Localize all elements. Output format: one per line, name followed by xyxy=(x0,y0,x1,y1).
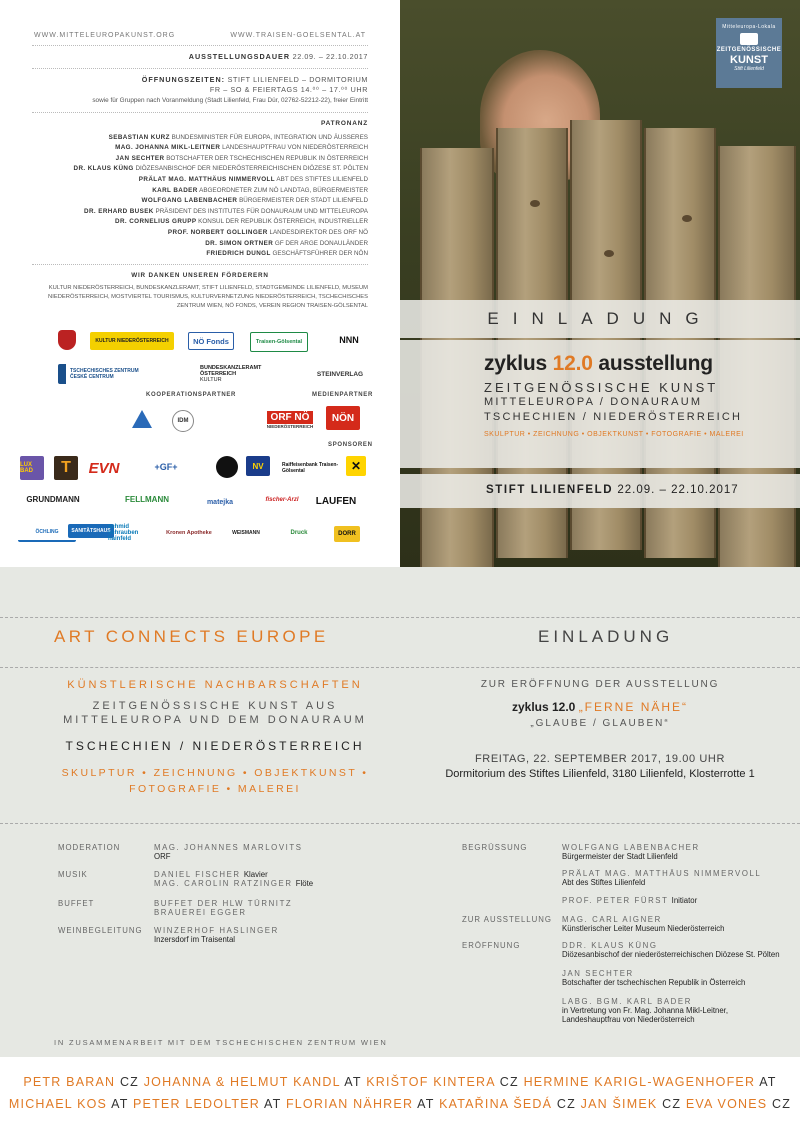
country-code: CZ xyxy=(499,1075,519,1089)
link-mitteleuropakunst[interactable]: WWW.MITTELEUROPAKUNST.ORG xyxy=(34,32,176,39)
logo-nv: NV xyxy=(246,456,270,476)
einladung-heading: EINLADUNG xyxy=(538,627,674,646)
country-code: CZ xyxy=(556,1097,576,1111)
logo-raiffeisen-x: ✕ xyxy=(346,456,366,476)
divider xyxy=(0,667,800,668)
artist-name: PETER LEDOLTER xyxy=(133,1097,261,1111)
logo-matejka: matejka xyxy=(206,498,234,506)
logo-dorr: DORR xyxy=(334,526,360,542)
country-code: CZ xyxy=(662,1097,682,1111)
patron-entry: FRIEDRICH DUNGL GESCHÄFTSFÜHRER DER NÖN xyxy=(206,250,368,258)
label-sponsoren: SPONSOREN xyxy=(328,442,373,448)
patron-entry: DR. KLAUS KÜNG DIÖZESANBISCHOF DER NIEDERÖSTERREICHISCHEN DIÖZESE ST. PÖLTEN xyxy=(73,165,368,173)
logo-sanitaetshaus: SANITÄTSHAUS xyxy=(68,524,114,538)
logo-gf: +GF+ xyxy=(154,462,178,472)
zeitgenoessische-kunst-badge: Mitteleuropa-Lokala ZEITGENÖSSISCHE KUNST Stift Lilienfeld xyxy=(716,18,782,88)
logo-kronen-apotheke: Kronen Apotheke xyxy=(166,530,212,536)
artist-name: PETR BARAN xyxy=(23,1075,116,1089)
country-code: CZ xyxy=(772,1097,792,1111)
logo-t: T xyxy=(54,456,78,480)
artist-name: FLORIAN NÄHRER xyxy=(285,1097,414,1111)
program-right: BEGRÜSSUNG WOLFGANG LABENBACHER Bürgermeister der Stadt Lilienfeld PRÄLAT MAG. MATTHÄUS NIMMERVOLL Abt des Stiftes Lilienfeld PROF. PETER FÜRST Initiator ZUR AUSSTELLUNG MAG. CARL AIGNER Künstlerischer Leiter Museum Niederösterreich ERÖFFNUNG DDR. KLAUS KÜNG Diözesanbischof der niederösterreichischen Diözese St. Pölten JAN SECHTER Botschafter der tschechischen Republik in Österreich LABG. BGM. KARL BADER in Vertretung von Fr. Mag. Johanna Mikl-Leitner, Landeshauptfrau von Niederösterreich xyxy=(462,843,780,1024)
patron-entry: DR. SIMON ORTNER GF DER ARGE DONAULÄNDER xyxy=(205,239,368,247)
country-code: AT xyxy=(111,1097,129,1111)
logo-wappen xyxy=(58,330,76,350)
logo-raiffeisenbank: Raiffeisenbank Traisen-Gölsental xyxy=(282,462,339,474)
logo-nnn: NNN xyxy=(339,335,359,345)
top-section xyxy=(0,0,800,567)
artist-name: JAN ŠIMEK xyxy=(580,1097,658,1111)
label-medienpartner: MEDIENPARTNER xyxy=(312,392,373,398)
logo-kultur-noe: KULTUR NIEDERÖSTERREICH xyxy=(90,332,174,350)
artist-name: KATAŘINA ŠEDÁ xyxy=(439,1097,553,1111)
crown-icon xyxy=(740,33,758,45)
country-code: AT xyxy=(264,1097,282,1111)
country-code: AT xyxy=(759,1075,777,1089)
artist-line xyxy=(0,1071,800,1093)
art-connects-europe: ART CONNECTS EUROPE xyxy=(54,627,329,646)
patron-entry: MAG. JOHANNA MIKL-LEITNER LANDESHAUPTFRAU VON NIEDERÖSTERREICH xyxy=(115,144,368,152)
logo-circle xyxy=(216,456,238,478)
wood-knot xyxy=(682,215,692,222)
ausstellungsdauer: AUSSTELLUNGSDAUER 22.09. – 22.10.2017 xyxy=(32,46,368,69)
patronanz-heading: PATRONANZ xyxy=(320,120,368,127)
logo-luxbad: LUX BAD xyxy=(20,456,44,480)
link-traisen-goelsental[interactable]: WWW.TRAISEN-GOELSENTAL.AT xyxy=(230,32,366,39)
logo-weismann: WEISMANN xyxy=(232,530,260,536)
logo-fischer: fischer-Arzl xyxy=(265,497,299,503)
patron-entry: WOLFGANG LABENBACHER BÜRGERMEISTER DER STADT LILIENFELD xyxy=(141,197,368,205)
country-code: AT xyxy=(344,1075,362,1089)
patron-entry: DR. CORNELIUS GRUPP KONSUL DER REPUBLIK ÖSTERREICH, INDUSTRIELLER xyxy=(115,218,368,226)
patron-entry: PROF. NORBERT GOLLINGER LANDESDIREKTOR DES ORF NÖ xyxy=(167,228,368,236)
artist-list xyxy=(0,1057,800,1144)
logo-triangle xyxy=(132,410,152,428)
art-categories: SKULPTUR • ZEICHNUNG • OBJEKTKUNST • FOTOGRAFIE • MALEREI xyxy=(484,431,744,438)
patron-entry: SEBASTIAN KURZ BUNDESMINISTER FÜR EUROPA, INTEGRATION UND ÄUSSERES xyxy=(108,133,368,141)
zeitgenoessische-kunst-heading: ZEITGENÖSSISCHE KUNST MITTELEUROPA / DONAURAUM TSCHECHIEN / NIEDERÖSTERREICH xyxy=(484,380,743,423)
patron-entry: DR. ERHARD BUSEK PRÄSIDENT DES INSTITUTES FÜR DONAURAUM UND MITTELEUROPA xyxy=(84,207,368,215)
divider xyxy=(0,823,800,824)
artist-name: HERMINE KARIGL-WAGENHOFER xyxy=(523,1075,756,1089)
patronanz-list xyxy=(32,133,368,260)
logo-bundeskanzleramt: BUNDESKANZLERAMT ÖSTERREICH KULTUR xyxy=(200,365,262,383)
patron-entry: KARL BADER ABGEORDNETER ZUM NÖ LANDTAG, BÜRGERMEISTER xyxy=(152,186,368,194)
logo-oechling: ÖCHLING xyxy=(18,524,76,542)
artist-name: MICHAEL KOS xyxy=(8,1097,108,1111)
logo-traisen-goelsental: Traisen-Gölsental xyxy=(250,332,308,352)
wood-knot xyxy=(604,250,614,257)
logo-noe-fonds: NÖ Fonds xyxy=(188,332,234,350)
logo-noen: NÖN xyxy=(326,406,360,430)
stift-date-banner: STIFT LILIENFELD 22.09. – 22.10.2017 xyxy=(400,474,800,508)
logo-schmid: schmid schrauben hainfeld xyxy=(108,524,139,542)
zyklus-title: zyklus 12.0 ausstellung xyxy=(484,352,713,375)
divider xyxy=(0,617,800,618)
label-kooperationspartner: KOOPERATIONSPARTNER xyxy=(146,392,237,398)
logo-tschechisches-zentrum: TSCHECHISCHES ZENTRUM ČESKÉ CENTRUM xyxy=(58,364,154,384)
zusammenarbeit-note: IN ZUSAMMENARBEIT MIT DEM TSCHECHISCHEN ZENTRUM WIEN xyxy=(54,1038,388,1047)
artist-name: EVA VONES xyxy=(685,1097,768,1111)
logo-idm: IDM xyxy=(172,410,194,432)
url-row xyxy=(32,14,368,46)
logo-orf-noe: ORF NÖ NIEDERÖSTERREICH xyxy=(266,412,314,429)
oeffnungszeiten: ÖFFNUNGSZEITEN: STIFT LILIENFELD – DORMITORIUM FR – SO & FEIERTAGS 14.⁰⁰ – 17.⁰⁰ UHR sowie für Gruppen nach Voranmeldung (Stadt Lilienfeld, Frau Dür, 02762-52212-22), freier Eintritt xyxy=(32,69,368,113)
logo-evn: EVN xyxy=(88,459,120,477)
country-code: AT xyxy=(417,1097,435,1111)
artist-name: KRIŠTOF KINTERA xyxy=(366,1075,496,1089)
logo-steinverlag: STEINVERLAG xyxy=(316,370,364,378)
opening-info: ZUR ERÖFFNUNG DER AUSSTELLUNG zyklus 12.0 „FERNE NÄHE“ „GLAUBE / GLAUBEN“ FREITAG, 22. SEPTEMBER 2017, 19.00 UHR Dormitorium des Stiftes Lilienfeld, 3180 Lilienfeld, Klosterrotte 1 xyxy=(445,679,755,780)
patron-entry: PRÄLAT MAG. MATTHÄUS NIMMERVOLL ABT DES STIFTES LILIENFELD xyxy=(138,175,368,183)
country-code: CZ xyxy=(119,1075,140,1089)
logo-fellmann: FELLMANN xyxy=(125,494,169,504)
exhibition-info-banner xyxy=(400,340,800,468)
patron-entry: JAN SECHTER BOTSCHAFTER DER TSCHECHISCHEN REPUBLIK IN ÖSTERREICH xyxy=(115,154,368,162)
logo-grundmann: GRUNDMANN xyxy=(26,494,80,504)
logo-laufen: LAUFEN xyxy=(315,495,357,507)
info-panel xyxy=(0,0,400,567)
wood-knot xyxy=(530,200,540,207)
program-left: MODERATION MAG. JOHANNES MARLOVITS ORF MUSIK DANIEL FISCHER Klavier MAG. CAROLIN RATZINGER Flöte BUFFET BUFFET DER HLW TÜRNITZ BRAUEREI EGGER WEINBEGLEITUNG WINZERHOF HASLINGER Inzersdorf im Traisental xyxy=(58,843,314,944)
patronanz xyxy=(32,113,368,265)
artist-line xyxy=(0,1093,800,1115)
logo-druck: Druck xyxy=(290,530,308,536)
invitation-section xyxy=(0,567,800,1144)
artist-name: JOHANNA & HELMUT KANDL xyxy=(143,1075,341,1089)
einladung-banner: EINLADUNG xyxy=(400,300,800,338)
foerderer: WIR DANKEN UNSEREN FÖRDERERN KULTUR NIEDERÖSTERREICH, BUNDESKANZLERAMT, STIFT LILIENFELD, STADTGEMEINDE LILIENFELD, MUSEUM NIEDERÖSTERREICH, MOSTVIERTEL TOURISMUS, KULTURVERNETZUNG NIEDERÖSTERREICH, TSCHECHISCHES ZENTRUM WIEN, NÖ FONDS, VEREIN REGION TRAISEN-GÖLSENTAL xyxy=(48,271,368,309)
project-description: KÜNSTLERISCHE NACHBARSCHAFTEN ZEITGENÖSSISCHE KUNST AUS MITTELEUROPA UND DEM DONAURAUM TSCHECHIEN / NIEDERÖSTERREICH SKULPTUR • ZEICHNUNG • OBJEKTKUNST • FOTOGRAFIE • MALEREI xyxy=(61,679,369,795)
